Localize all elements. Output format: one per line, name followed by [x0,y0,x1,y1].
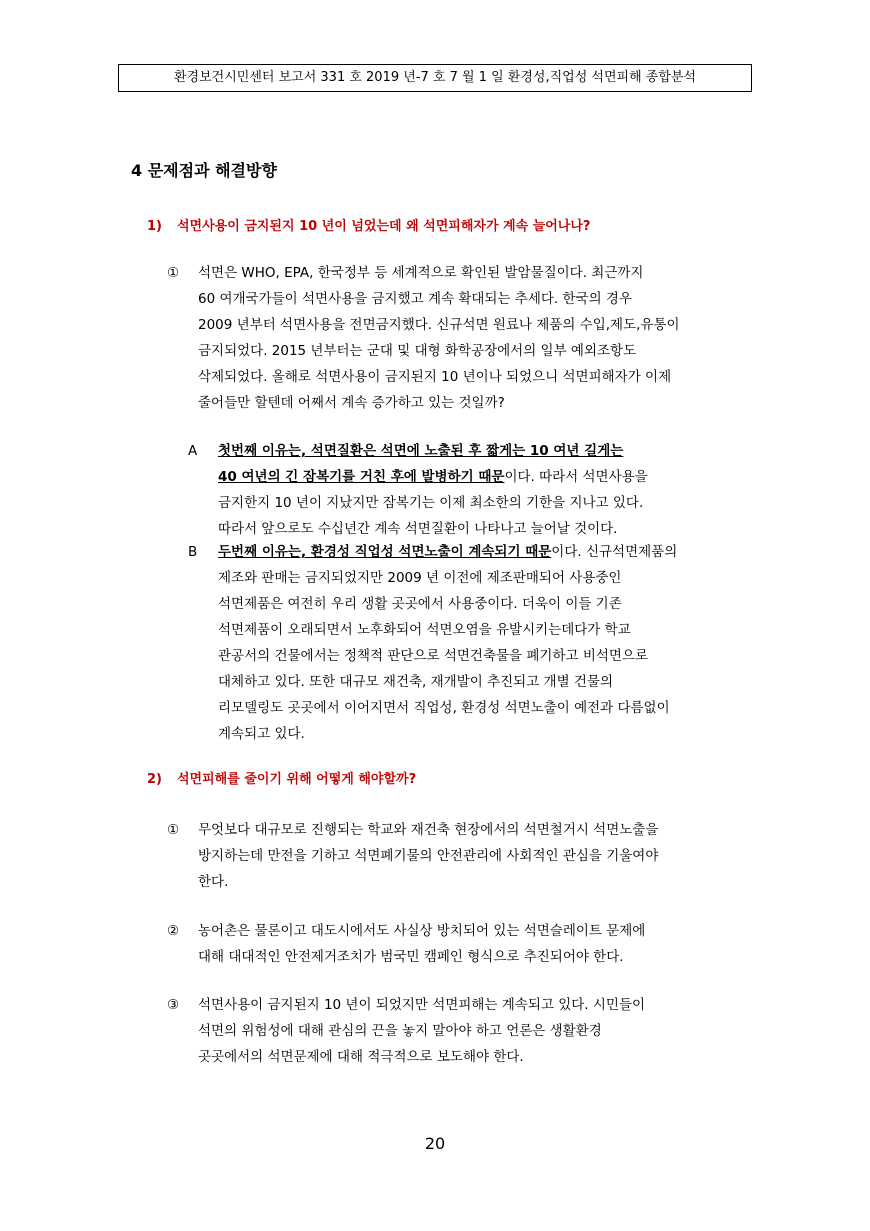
paragraph-line: 석면제품이 오래되면서 노후화되어 석면오염을 유발시키는데다가 학교 [218,622,631,638]
paragraph-line: 제조와 판매는 금지되었지만 2009 년 이전에 제조판매되어 사용중인 [218,570,622,586]
paragraph-line: 석면사용이 금지된지 10 년이 되었지만 석면피해는 계속되고 있다. 시민들이 [198,997,646,1013]
reason-b-marker: B [188,544,198,560]
reason-b-rest: 이다. 신규석면제품의 [551,544,678,560]
paragraph-line: 방지하는데 만전을 기하고 석면폐기물의 안전관리에 사회적인 관심을 기울여야 [198,848,659,864]
question-1-number: 1) [147,219,162,234]
reason-a-text [218,438,648,542]
q1-item-1-marker: ① [167,265,180,281]
q2-item-1-marker: ① [167,822,180,838]
section-title: 4 문제점과 해결방향 [131,161,277,180]
paragraph-line: 금지한지 10 년이 지났지만 잠복기는 이제 최소한의 기한을 지나고 있다. [218,495,644,511]
reason-b-text [218,539,677,747]
q2-item-3-text [198,992,645,1070]
paragraph-line: 대해 대대적인 안전제거조치가 범국민 캠페인 형식으로 추진되어야 한다. [198,949,624,965]
paragraph-line: 농어촌은 물론이고 대도시에서도 사실상 방치되어 있는 석면슬레이트 문제에 [198,923,646,939]
paragraph-line: 곳곳에서의 석면문제에 대해 적극적으로 보도해야 한다. [198,1049,524,1065]
q2-item-1-text [198,817,658,895]
paragraph-line: 대체하고 있다. 또한 대규모 재건축, 재개발이 추진되고 개별 건물의 [218,674,614,690]
paragraph-line [218,539,677,565]
paragraph-line: 석면은 WHO, EPA, 한국정부 등 세계적으로 확인된 발암물질이다. 최근까지 [198,265,644,281]
paragraph-line: 리모델링도 곳곳에서 이어지면서 직업성, 환경성 석면노출이 예전과 다름없이 [218,700,670,716]
question-2-number: 2) [147,772,162,787]
paragraph-line: 석면의 위험성에 대해 관심의 끈을 놓지 말아야 하고 언론은 생활환경 [198,1023,602,1039]
paragraph-line: 삭제되었다. 올해로 석면사용이 금지된지 10 년이나 되었으니 석면피해자가 이제 [198,369,672,385]
paragraph-line: 줄어들만 할텐데 어째서 계속 증가하고 있는 것일까? [198,395,505,411]
paragraph-line: 무엇보다 대규모로 진행되는 학교와 재건축 현장에서의 석면철거시 석면노출을 [198,822,659,838]
question-1-title: 석면사용이 금지된지 10 년이 넘었는데 왜 석면피해자가 계속 늘어나나? [177,219,591,234]
reason-a-rest: 이다. 따라서 석면사용을 [504,469,648,485]
paragraph-line [218,464,648,490]
q2-item-2-marker: ② [167,923,180,939]
paragraph-line: 관공서의 건물에서는 정책적 판단으로 석면건축물을 폐기하고 비석면으로 [218,648,649,664]
paragraph-line: 금지되었다. 2015 년부터는 군대 및 대형 화학공장에서의 일부 예외조항도 [198,343,637,359]
paragraph-line: 2009 년부터 석면사용을 전면금지했다. 신규석면 원료나 제품의 수입,제도,유통이 [198,317,680,333]
page-number: 20 [424,1134,446,1153]
paragraph-line: 한다. [198,874,229,890]
reason-a-emphasis-2: 40 여년의 긴 잠복기를 거친 후에 발병하기 때문 [218,469,505,485]
question-1-heading [147,215,590,234]
report-header: 환경보건시민센터 보고서 331 호 2019 년-7 호 7 월 1 일 환경성,직업성 석면피해 종합분석 [118,64,752,92]
q2-item-2-text [198,918,645,970]
reason-b-emphasis: 두번째 이유는, 환경성 직업성 석면노출이 계속되기 때문 [218,544,552,560]
q1-item-1-text [198,260,680,416]
paragraph-line: 석면제품은 여전히 우리 생활 곳곳에서 사용중이다. 더욱이 이들 기존 [218,596,622,612]
reason-a-emphasis-1: 첫번째 이유는, 석면질환은 석면에 노출된 후 짧게는 10 여년 길게는 [218,443,624,459]
paragraph-line: 따라서 앞으로도 수십년간 계속 석면질환이 나타나고 늘어날 것이다. [218,521,618,537]
q2-item-3-marker: ③ [167,997,180,1013]
paragraph-line: 계속되고 있다. [218,726,305,742]
paragraph-line: 60 여개국가들이 석면사용을 금지했고 계속 확대되는 추세다. 한국의 경우 [198,291,632,307]
paragraph-line [218,438,648,464]
reason-a-marker: A [188,443,198,459]
question-2-title: 석면피해를 줄이기 위해 어떻게 해야할까? [177,772,417,787]
question-2-heading [147,768,416,787]
